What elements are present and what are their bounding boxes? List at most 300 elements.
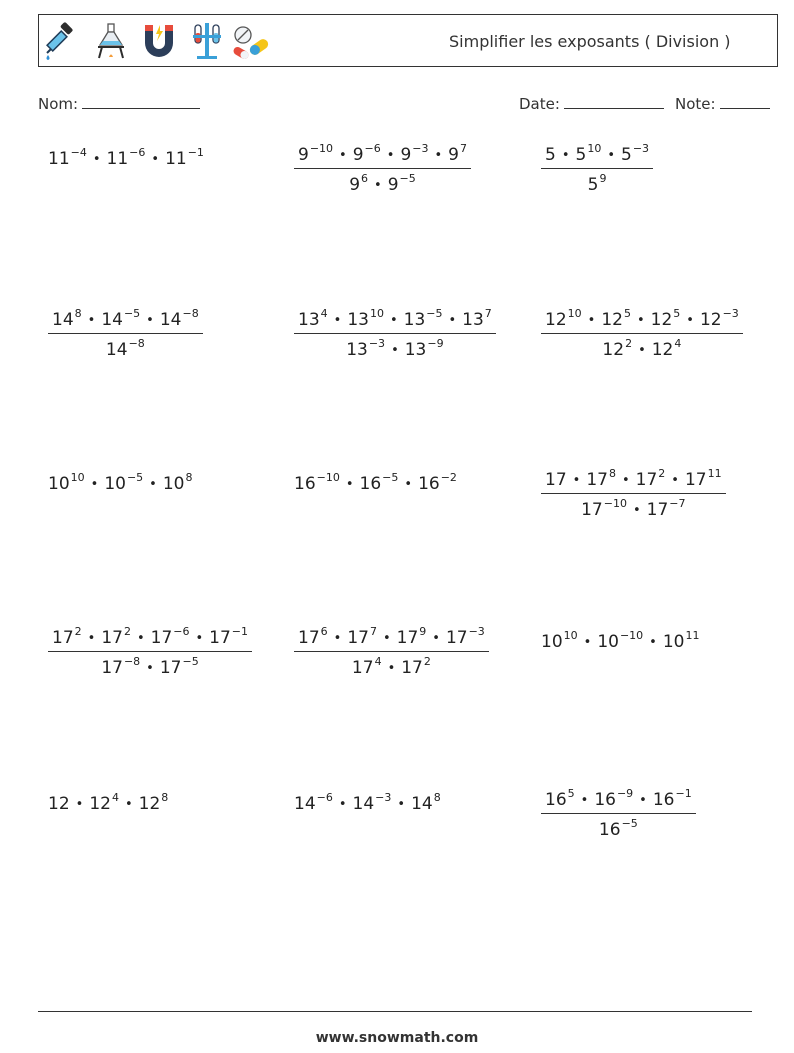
power-term: [347, 625, 377, 648]
power-exponent: −5: [182, 655, 199, 668]
multiply-dot: •: [386, 148, 395, 163]
power-exponent: −5: [621, 817, 638, 830]
multiply-dot: •: [580, 793, 589, 808]
pills-icon: [231, 21, 271, 61]
power-base: 9: [448, 145, 459, 165]
power-exponent: −10: [619, 629, 644, 642]
power-base: 17: [545, 470, 567, 490]
multiply-dot: •: [382, 631, 391, 646]
name-field: [38, 94, 200, 113]
power-exponent: −8: [123, 655, 141, 668]
power-base: 14: [52, 310, 74, 330]
power-exponent: 7: [459, 142, 467, 155]
power-exponent: 10: [70, 471, 85, 484]
multiply-dot: •: [146, 661, 154, 676]
power-term: [298, 307, 328, 330]
power-term: [699, 307, 739, 330]
multiply-dot: •: [671, 473, 679, 488]
power-term: [48, 794, 70, 814]
power-term: [651, 337, 682, 360]
power-base: 17: [646, 500, 669, 520]
problem-9: [541, 467, 726, 520]
date-label: Date:: [519, 95, 560, 113]
power-term: [294, 471, 340, 494]
power-exponent: −3: [368, 337, 386, 350]
note-blank[interactable]: [720, 94, 770, 109]
power-exponent: −5: [123, 307, 141, 320]
power-base: 17: [150, 628, 173, 648]
power-base: 17: [445, 628, 468, 648]
power-term: [48, 471, 85, 494]
power-exponent: −4: [70, 146, 87, 159]
power-exponent: −6: [173, 625, 190, 638]
problem-5: [294, 307, 496, 360]
denominator: [97, 652, 202, 678]
power-exponent: −1: [675, 787, 692, 800]
power-exponent: 5: [623, 307, 631, 320]
power-exponent: −5: [382, 471, 399, 484]
power-base: 12: [138, 794, 161, 814]
power-base: 11: [48, 149, 70, 169]
power-base: 16: [359, 474, 382, 494]
power-base: 5: [621, 145, 632, 165]
power-term: [598, 817, 638, 840]
power-exponent: −8: [182, 307, 199, 320]
power-term: [652, 787, 692, 810]
power-base: 17: [101, 658, 123, 678]
multiply-dot: •: [87, 631, 96, 646]
power-exponent: 2: [74, 625, 82, 638]
power-base: 16: [598, 820, 621, 840]
multiply-dot: •: [146, 313, 154, 328]
multiply-dot: •: [639, 793, 647, 808]
multiply-dot: •: [90, 477, 99, 492]
problem-7: [48, 471, 193, 494]
power-base: 17: [351, 658, 374, 678]
power-exponent: −9: [427, 337, 444, 350]
expression: [294, 471, 457, 494]
power-exponent: 6: [361, 172, 369, 185]
problem-8: [294, 471, 457, 494]
power-exponent: −5: [426, 307, 443, 320]
power-term: [601, 307, 631, 330]
power-term: [52, 625, 82, 648]
power-base: 12: [48, 794, 70, 814]
note-field: [675, 94, 770, 113]
expression: [48, 791, 169, 814]
power-base: 13: [298, 310, 320, 330]
power-term: [448, 142, 467, 165]
power-base: 10: [662, 632, 685, 652]
fraction: [294, 625, 489, 678]
power-exponent: 4: [320, 307, 328, 320]
power-exponent: −8: [128, 337, 145, 350]
multiply-dot: •: [607, 148, 615, 163]
fraction: [541, 307, 743, 360]
power-base: 17: [581, 500, 603, 520]
multiply-dot: •: [124, 797, 133, 812]
power-exponent: −3: [375, 791, 392, 804]
power-term: [650, 307, 681, 330]
power-base: 13: [462, 310, 484, 330]
power-term: [662, 629, 700, 652]
power-base: 12: [89, 794, 111, 814]
multiply-dot: •: [434, 148, 443, 163]
power-exponent: −3: [722, 307, 739, 320]
expression: [48, 471, 193, 494]
power-term: [159, 655, 199, 678]
power-exponent: 10: [587, 142, 602, 155]
power-base: 5: [587, 175, 599, 195]
power-base: 17: [396, 628, 419, 648]
name-blank[interactable]: [82, 94, 200, 109]
expression: [294, 791, 441, 814]
magnet-icon: [141, 21, 177, 61]
power-term: [352, 791, 392, 814]
denominator: [584, 169, 611, 195]
worksheet-header: [38, 14, 778, 67]
power-exponent: −2: [440, 471, 457, 484]
power-base: 14: [411, 794, 433, 814]
power-base: 16: [294, 474, 316, 494]
numerator: [541, 142, 653, 169]
multiply-dot: •: [195, 631, 204, 646]
power-term: [541, 629, 578, 652]
power-base: 14: [101, 310, 123, 330]
power-exponent: −5: [399, 172, 416, 185]
problem-12: [541, 629, 700, 652]
multiply-dot: •: [632, 503, 641, 518]
worksheet-title: Simplifier les exposants ( Division ): [449, 32, 731, 51]
power-exponent: 11: [685, 629, 700, 642]
power-exponent: 7: [369, 625, 377, 638]
power-term: [89, 791, 119, 814]
multiply-dot: •: [432, 631, 440, 646]
power-exponent: 8: [161, 791, 169, 804]
header-icons: [45, 21, 275, 61]
numerator: [541, 787, 696, 814]
power-term: [101, 625, 131, 648]
multiply-dot: •: [587, 313, 596, 328]
multiply-dot: •: [136, 631, 145, 646]
problem-4: [48, 307, 203, 360]
power-term: [101, 307, 141, 330]
power-term: [400, 142, 429, 165]
power-term: [401, 655, 431, 678]
problem-2: [294, 142, 471, 195]
numerator: [541, 307, 743, 334]
fraction: [294, 142, 471, 195]
multiply-dot: •: [397, 797, 406, 812]
power-exponent: −3: [412, 142, 429, 155]
power-exponent: 8: [74, 307, 82, 320]
multiply-dot: •: [561, 148, 570, 163]
power-exponent: 2: [123, 625, 131, 638]
power-exponent: 10: [563, 629, 578, 642]
numerator: [294, 307, 496, 334]
power-exponent: 5: [567, 787, 575, 800]
power-term: [347, 307, 384, 330]
power-base: 10: [541, 632, 563, 652]
power-base: 17: [52, 628, 74, 648]
multiply-dot: •: [404, 477, 413, 492]
multiply-dot: •: [374, 178, 382, 193]
power-term: [404, 337, 444, 360]
power-exponent: −1: [187, 146, 204, 159]
fraction: [541, 787, 696, 840]
power-term: [209, 625, 249, 648]
power-exponent: 4: [674, 337, 682, 350]
power-term: [581, 497, 627, 520]
power-base: 16: [418, 474, 440, 494]
power-exponent: 4: [374, 655, 382, 668]
power-base: 13: [404, 340, 427, 360]
power-exponent: 2: [423, 655, 431, 668]
power-exponent: −10: [309, 142, 334, 155]
power-term: [594, 787, 634, 810]
multiply-dot: •: [333, 313, 342, 328]
numerator: [294, 142, 471, 169]
power-term: [104, 471, 144, 494]
multiply-dot: •: [572, 473, 581, 488]
multiply-dot: •: [448, 313, 457, 328]
multiply-dot: •: [345, 477, 354, 492]
power-term: [418, 471, 457, 494]
power-base: 14: [105, 340, 128, 360]
power-term: [106, 146, 146, 169]
power-base: 14: [294, 794, 316, 814]
power-term: [150, 625, 190, 648]
multiply-dot: •: [638, 343, 646, 358]
footer-divider: [38, 1011, 752, 1012]
problem-1: [48, 146, 204, 169]
power-term: [597, 629, 644, 652]
multiply-dot: •: [75, 797, 84, 812]
power-base: 12: [650, 310, 673, 330]
power-term: [545, 470, 567, 490]
power-exponent: −5: [126, 471, 144, 484]
power-term: [101, 655, 141, 678]
power-exponent: 9: [599, 172, 607, 185]
power-base: 17: [159, 658, 182, 678]
power-term: [298, 142, 334, 165]
power-base: 11: [106, 149, 129, 169]
power-term: [545, 787, 575, 810]
numerator: [48, 307, 203, 334]
power-term: [165, 146, 204, 169]
power-base: 12: [545, 310, 567, 330]
power-base: 13: [346, 340, 368, 360]
power-exponent: 8: [608, 467, 616, 480]
numerator: [541, 467, 726, 494]
problem-13: [48, 791, 169, 814]
multiply-dot: •: [387, 661, 396, 676]
power-base: 10: [597, 632, 619, 652]
power-exponent: −3: [468, 625, 485, 638]
expression: [541, 629, 700, 652]
power-exponent: 5: [673, 307, 681, 320]
power-exponent: 4: [111, 791, 119, 804]
problem-6: [541, 307, 743, 360]
power-base: 17: [684, 470, 707, 490]
power-term: [411, 791, 441, 814]
power-base: 9: [298, 145, 309, 165]
power-base: 13: [403, 310, 426, 330]
power-term: [586, 467, 616, 490]
power-exponent: 10: [369, 307, 384, 320]
power-exponent: −3: [632, 142, 650, 155]
power-term: [359, 471, 399, 494]
multiply-dot: •: [333, 631, 342, 646]
power-term: [352, 142, 381, 165]
fraction: [48, 625, 252, 678]
power-term: [635, 467, 666, 490]
denominator: [342, 334, 447, 360]
power-exponent: −6: [316, 791, 333, 804]
power-term: [298, 625, 328, 648]
power-base: 17: [586, 470, 608, 490]
date-field: [519, 94, 664, 113]
power-exponent: 8: [433, 791, 441, 804]
power-base: 9: [352, 145, 364, 165]
power-term: [587, 172, 607, 195]
multiply-dot: •: [151, 152, 160, 167]
power-base: 10: [162, 474, 185, 494]
power-exponent: −6: [129, 146, 146, 159]
multiply-dot: •: [621, 473, 630, 488]
power-base: 14: [159, 310, 182, 330]
multiply-dot: •: [92, 152, 101, 167]
power-base: 11: [165, 149, 187, 169]
power-exponent: 2: [625, 337, 633, 350]
denominator: [598, 334, 685, 360]
multiply-dot: •: [649, 635, 657, 650]
power-term: [575, 142, 602, 165]
power-base: 12: [602, 340, 625, 360]
power-term: [445, 625, 485, 648]
power-term: [403, 307, 443, 330]
power-term: [396, 625, 427, 648]
power-exponent: −10: [603, 497, 627, 510]
power-base: 12: [699, 310, 722, 330]
power-base: 5: [545, 145, 556, 165]
power-base: 16: [594, 790, 616, 810]
problem-3: [541, 142, 653, 195]
power-term: [602, 337, 633, 360]
power-exponent: −7: [669, 497, 686, 510]
power-exponent: −6: [364, 142, 381, 155]
power-term: [159, 307, 199, 330]
name-label: Nom:: [38, 95, 79, 113]
power-base: 5: [575, 145, 587, 165]
power-base: 17: [401, 658, 423, 678]
power-exponent: −10: [316, 471, 340, 484]
power-term: [462, 307, 492, 330]
multiply-dot: •: [389, 313, 398, 328]
multiply-dot: •: [686, 313, 694, 328]
power-exponent: 7: [484, 307, 492, 320]
power-exponent: −9: [616, 787, 634, 800]
problem-10: [48, 625, 252, 678]
denominator: [577, 494, 689, 520]
power-base: 17: [101, 628, 123, 648]
power-exponent: −1: [231, 625, 249, 638]
flask-stand-icon: [93, 21, 129, 61]
power-exponent: 6: [320, 625, 328, 638]
power-base: 17: [347, 628, 369, 648]
power-term: [351, 655, 382, 678]
numerator: [48, 625, 252, 652]
power-base: 16: [545, 790, 567, 810]
expression: [48, 146, 204, 169]
power-base: 12: [601, 310, 623, 330]
power-term: [684, 467, 722, 490]
denominator: [345, 169, 420, 195]
power-base: 13: [347, 310, 369, 330]
power-term: [162, 471, 193, 494]
power-term: [387, 172, 416, 195]
fraction: [541, 467, 726, 520]
dropper-icon: [45, 21, 81, 61]
power-term: [48, 146, 87, 169]
power-base: 9: [349, 175, 361, 195]
date-blank[interactable]: [564, 94, 664, 109]
power-term: [138, 791, 169, 814]
power-exponent: 9: [419, 625, 427, 638]
power-base: 17: [635, 470, 658, 490]
numerator: [294, 625, 489, 652]
power-base: 14: [352, 794, 375, 814]
power-exponent: 10: [567, 307, 582, 320]
multiply-dot: •: [583, 635, 592, 650]
power-term: [349, 172, 369, 195]
multiply-dot: •: [339, 148, 347, 163]
footer-website: www.snowmath.com: [315, 1030, 479, 1046]
note-label: Note:: [675, 95, 716, 113]
power-base: 17: [298, 628, 320, 648]
multiply-dot: •: [149, 477, 157, 492]
power-exponent: 8: [185, 471, 193, 484]
power-term: [294, 791, 333, 814]
multiply-dot: •: [636, 313, 645, 328]
multiply-dot: •: [338, 797, 347, 812]
multiply-dot: •: [391, 343, 399, 358]
power-term: [545, 145, 556, 165]
power-base: 10: [104, 474, 126, 494]
fraction: [294, 307, 496, 360]
problem-11: [294, 625, 489, 678]
power-base: 17: [209, 628, 231, 648]
fraction: [48, 307, 203, 360]
power-term: [105, 337, 145, 360]
test-tube-rack-icon: [189, 21, 225, 61]
power-term: [346, 337, 386, 360]
denominator: [348, 652, 435, 678]
power-base: 10: [48, 474, 70, 494]
fraction: [541, 142, 653, 195]
problem-14: [294, 791, 441, 814]
power-base: 9: [400, 145, 412, 165]
problem-15: [541, 787, 696, 840]
multiply-dot: •: [87, 313, 96, 328]
power-base: 16: [652, 790, 675, 810]
power-base: 9: [387, 175, 399, 195]
power-term: [545, 307, 582, 330]
denominator: [102, 334, 149, 360]
power-exponent: 2: [658, 467, 666, 480]
denominator: [595, 814, 642, 840]
power-exponent: 11: [707, 467, 722, 480]
